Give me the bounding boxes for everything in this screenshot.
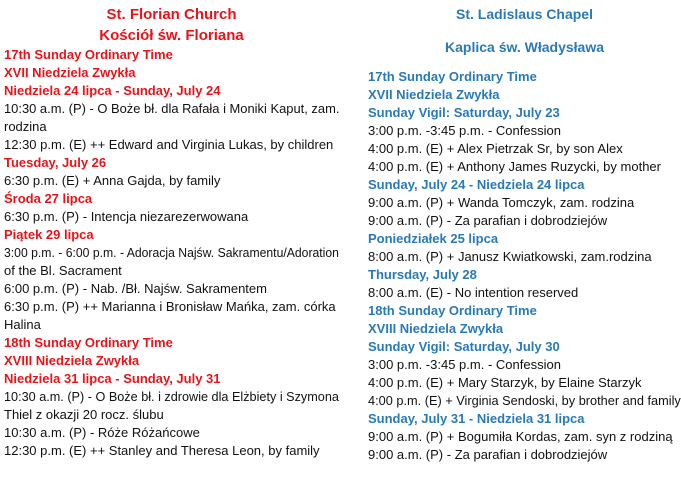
schedule-entry: rodzina bbox=[4, 119, 47, 134]
schedule-heading: Sunday, July 24 - Niedziela 24 lipca bbox=[368, 177, 585, 192]
schedule-entry: 9:00 a.m. (P) + Wanda Tomczyk, zam. rodzina bbox=[368, 195, 635, 210]
st-ladislaus-schedule bbox=[368, 68, 681, 464]
schedule-heading: XVIII Niedziela Zwykła bbox=[368, 321, 504, 336]
schedule-entry: 6:00 p.m. (P) - Nab. /Bł. Najśw. Sakramentem bbox=[4, 281, 267, 296]
schedule-heading: XVII Niedziela Zwykła bbox=[368, 87, 500, 102]
schedule-heading: Thursday, July 28 bbox=[368, 267, 477, 282]
schedule-entry: 6:30 p.m. (P) - Intencja niezarezerwowana bbox=[4, 209, 249, 224]
schedule-entry: 6:30 p.m. (P) ++ Marianna i Bronisław Mańka, zam. córka bbox=[4, 299, 336, 314]
schedule-entry: 3:00 p.m. -3:45 p.m. - Confession bbox=[368, 357, 561, 372]
schedule-heading: Sunday, July 31 - Niedziela 31 lipca bbox=[368, 411, 585, 426]
schedule-entry: 4:00 p.m. (E) + Virginia Sendoski, by brother and family bbox=[368, 393, 681, 408]
schedule-heading: Sunday Vigil: Saturday, July 30 bbox=[368, 339, 560, 354]
schedule-heading: 17th Sunday Ordinary Time bbox=[4, 47, 173, 62]
schedule-heading: Niedziela 31 lipca - Sunday, July 31 bbox=[4, 371, 221, 386]
schedule-entry: 3:00 p.m. - 6:00 p.m. - Adoracja Najśw. Sakramentu/Adoration bbox=[4, 245, 339, 260]
schedule-heading: Niedziela 24 lipca - Sunday, July 24 bbox=[4, 83, 221, 98]
schedule-entry: 10:30 a.m. (P) - O Boże bł. dla Rafała i Moniki Kaput, zam. bbox=[4, 101, 340, 116]
schedule-entry: 9:00 a.m. (P) - Za parafian i dobrodziejów bbox=[368, 447, 608, 462]
schedule-heading: Tuesday, July 26 bbox=[4, 155, 107, 170]
schedule-entry: 12:30 p.m. (E) ++ Edward and Virginia Lukas, by children bbox=[4, 137, 334, 152]
st-ladislaus-title-polish: Kaplica św. Władysława bbox=[445, 39, 604, 55]
schedule-heading: Piątek 29 lipca bbox=[4, 227, 94, 242]
st-florian-title-polish: Kościół św. Floriana bbox=[99, 27, 244, 44]
schedule-entry: 12:30 p.m. (E) ++ Stanley and Theresa Leon, by family bbox=[4, 443, 320, 458]
schedule-entry: of the Bl. Sacrament bbox=[4, 263, 122, 278]
schedule-entry: 4:00 p.m. (E) + Mary Starzyk, by Elaine Starzyk bbox=[368, 375, 642, 390]
schedule-heading: 18th Sunday Ordinary Time bbox=[368, 303, 537, 318]
schedule-entry: 10:30 a.m. (P) - Róże Różańcowe bbox=[4, 425, 200, 440]
schedule-heading: Środa 27 lipca bbox=[4, 191, 93, 206]
schedule-entry: 6:30 p.m. (E) + Anna Gajda, by family bbox=[4, 173, 221, 188]
schedule-entry: 8:00 a.m. (P) + Janusz Kwiatkowski, zam.rodzina bbox=[368, 249, 652, 264]
schedule-entry: 4:00 p.m. (E) + Alex Pietrzak Sr, by son Alex bbox=[368, 141, 623, 156]
schedule-heading: Poniedziałek 25 lipca bbox=[368, 231, 499, 246]
schedule-heading: Sunday Vigil: Saturday, July 23 bbox=[368, 105, 560, 120]
schedule-entry: 9:00 a.m. (P) + Bogumiła Kordas, zam. syn z rodziną bbox=[368, 429, 673, 444]
schedule-entry: 8:00 a.m. (E) - No intention reserved bbox=[368, 285, 579, 300]
schedule-heading: 18th Sunday Ordinary Time bbox=[4, 335, 173, 350]
st-florian-schedule bbox=[4, 46, 339, 460]
schedule-entry: 4:00 p.m. (E) + Anthony James Ruzycki, by mother bbox=[368, 159, 661, 174]
st-ladislaus-title: St. Ladislaus Chapel bbox=[456, 6, 593, 22]
schedule-entry: 9:00 a.m. (P) - Za parafian i dobrodziejów bbox=[368, 213, 608, 228]
st-florian-column bbox=[4, 0, 339, 460]
st-ladislaus-column bbox=[368, 0, 681, 464]
schedule-heading: 17th Sunday Ordinary Time bbox=[368, 69, 537, 84]
schedule-entry: 3:00 p.m. -3:45 p.m. - Confession bbox=[368, 123, 561, 138]
schedule-entry: Thiel z okazji 20 rocz. ślubu bbox=[4, 407, 164, 422]
schedule-heading: XVIII Niedziela Zwykła bbox=[4, 353, 140, 368]
st-florian-title: St. Florian Church bbox=[106, 6, 237, 23]
schedule-entry: Halina bbox=[4, 317, 41, 332]
schedule-heading: XVII Niedziela Zwykła bbox=[4, 65, 136, 80]
schedule-entry: 10:30 a.m. (P) - O Boże bł. i zdrowie dla Elżbiety i Szymona bbox=[4, 389, 339, 404]
